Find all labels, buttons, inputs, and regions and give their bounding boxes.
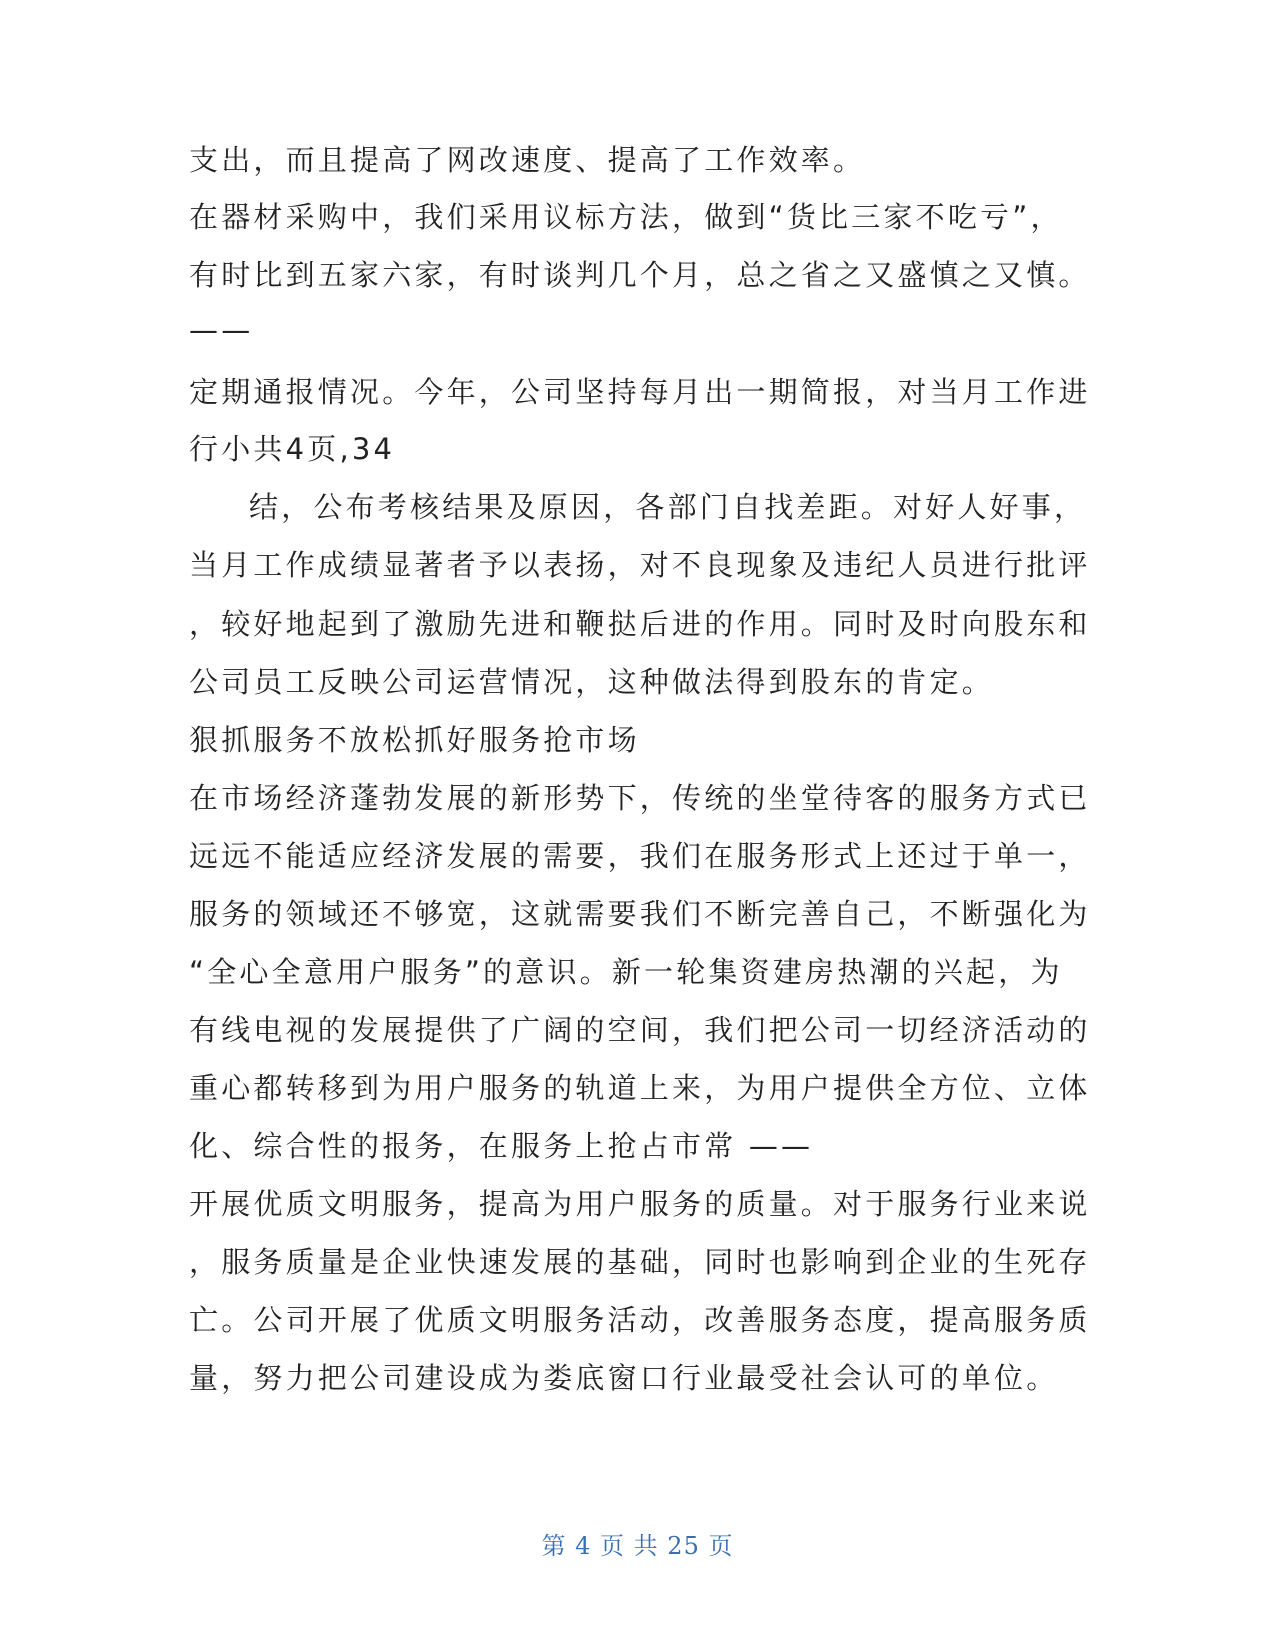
text-line-18: 化、综合性的报务，在服务上抢占市常 —— <box>189 1129 814 1163</box>
text-line-4: —— <box>189 313 254 347</box>
page-number-text: 第 4 页 共 25 页 <box>541 1532 734 1560</box>
text-line-5: 定期通报情况。今年，公司坚持每月出一期简报，对当月工作进 <box>189 375 1091 409</box>
text-line-2: 在器材采购中，我们采用议标方法，做到“货比三家不吃亏”， <box>189 200 1063 234</box>
text-line-20: ，服务质量是企业快速发展的基础，同时也影响到企业的生死存 <box>189 1245 1091 1279</box>
text-line-8: 当月工作成绩显著者予以表扬，对不良现象及违纪人员进行批评 <box>189 548 1091 582</box>
text-line-6: 行小共4页,34 <box>189 432 396 466</box>
page-number-footer <box>0 1528 1275 1564</box>
section-heading: 狠抓服务不放松抓好服务抢市场 <box>189 723 640 757</box>
text-line-17: 重心都转移到为用户服务的轨道上来，为用户提供全方位、立体 <box>189 1071 1091 1105</box>
text-line-13: 远远不能适应经济发展的需要，我们在服务形式上还过于单一， <box>189 839 1091 873</box>
text-line-15: “全心全意用户服务”的意识。新一轮集资建房热潮的兴起，为 <box>189 955 1063 989</box>
text-line-12: 在市场经济蓬勃发展的新形势下，传统的坐堂待客的服务方式已 <box>189 781 1091 815</box>
text-line-19: 开展优质文明服务，提高为用户服务的质量。对于服务行业来说 <box>189 1187 1091 1221</box>
text-line-16: 有线电视的发展提供了广阔的空间，我们把公司一切经济活动的 <box>189 1013 1091 1047</box>
text-line-1: 支出，而且提高了网改速度、提高了工作效率。 <box>189 143 866 177</box>
text-line-10: 公司员工反映公司运营情况，这种做法得到股东的肯定。 <box>189 665 995 699</box>
text-line-22: 量，努力把公司建设成为娄底窗口行业最受社会认可的单位。 <box>189 1361 1059 1395</box>
text-line-21: 亡。公司开展了优质文明服务活动，改善服务态度，提高服务质 <box>189 1303 1091 1337</box>
text-line-7: 结，公布考核结果及原因，各部门自找差距。对好人好事， <box>249 490 1087 524</box>
text-line-9: ，较好地起到了激励先进和鞭挞后进的作用。同时及时向股东和 <box>189 607 1091 641</box>
text-line-3: 有时比到五家六家，有时谈判几个月，总之省之又盛慎之又慎。 <box>189 258 1091 292</box>
text-line-14: 服务的领域还不够宽，这就需要我们不断完善自己，不断强化为 <box>189 897 1091 931</box>
